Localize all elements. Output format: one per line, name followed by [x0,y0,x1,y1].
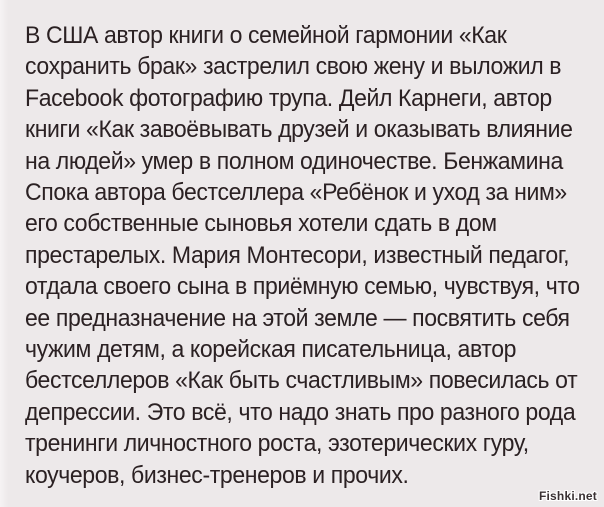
text-line: бестселлеров «Как быть счастливым» повесилась от [25,367,578,395]
text-line: отдала своего сына в приёмную семью, чувствуя, что [25,273,580,301]
text-line: ее предназначение на этой земле — посвятить себя [25,304,570,332]
article-text [25,20,596,491]
text-line: сохранить брак» застрелил свою жену и выложил в [25,53,562,81]
text-line: В США автор книги о семейной гармонии «Как [25,22,507,49]
text-line: книги «Как завоёвывать друзей и оказывать влияние [25,116,573,144]
text-line: коучеров, бизнес-тренеров и прочих. [25,461,409,489]
text-line: на людей» умер в полном одиночестве. Бенжамина [25,147,563,175]
text-line: Facebook фотографию трупа. Дейл Карнеги, автор [25,84,552,112]
text-line: чужим детям, а корейская писательница, автор [25,336,517,364]
watermark: Fishki.net [538,489,597,503]
text-line: престарелых. Мария Монтесори, известный педагог, [25,241,570,269]
text-line: депрессии. Это всё, что надо знать про разного рода [25,398,576,426]
text-line: тренинги личностного роста, эзотерических гуру, [25,430,529,458]
text-line: Спока автора бестселлера «Ребёнок и уход за ним» [25,179,567,207]
text-line: его собственные сыновья хотели сдать в дом [25,210,497,238]
